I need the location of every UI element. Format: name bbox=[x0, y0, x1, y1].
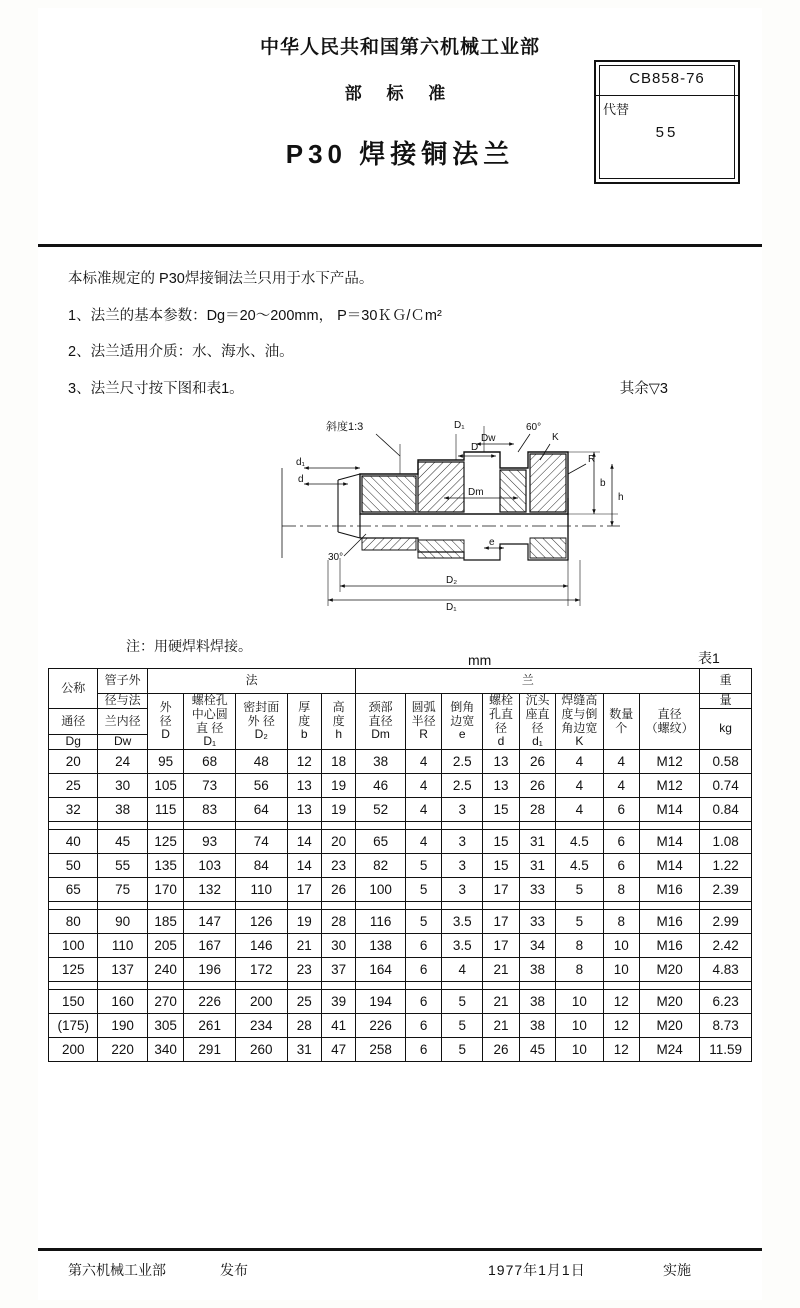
table-cell-0: 25 bbox=[49, 774, 98, 798]
table-cell-2: 185 bbox=[147, 910, 184, 934]
table-cell-9: 2.5 bbox=[442, 750, 483, 774]
svg-text:D₁: D₁ bbox=[446, 602, 457, 613]
table-cell-8: 6 bbox=[405, 990, 442, 1014]
table-cell-12: 10 bbox=[556, 1038, 603, 1062]
table-cell-4: 48 bbox=[235, 750, 287, 774]
table-cell-14: M16 bbox=[640, 878, 700, 902]
col-b: 厚 度 b bbox=[287, 694, 321, 750]
table-cell-11: 31 bbox=[519, 854, 556, 878]
table-cell-10: 15 bbox=[483, 854, 520, 878]
table-cell-6: 37 bbox=[321, 958, 355, 982]
table-cell-8: 6 bbox=[405, 1038, 442, 1062]
table-cell-7: 46 bbox=[356, 774, 405, 798]
table-cell-4: 126 bbox=[235, 910, 287, 934]
group-weight-2: 量 bbox=[700, 694, 752, 709]
table-cell-1: 160 bbox=[98, 990, 147, 1014]
table-cell-11: 33 bbox=[519, 910, 556, 934]
svg-text:斜度1:3: 斜度1:3 bbox=[326, 421, 364, 433]
table-cell-13: 10 bbox=[603, 958, 640, 982]
col-dg-top: 公称 bbox=[49, 669, 98, 709]
table-cell-0: 50 bbox=[49, 854, 98, 878]
table-cell-4: 110 bbox=[235, 878, 287, 902]
col-D2: 密封面 外 径 D₂ bbox=[235, 694, 287, 750]
table-cell-11: 38 bbox=[519, 1014, 556, 1038]
table-row bbox=[49, 774, 752, 798]
table-cell-6: 30 bbox=[321, 934, 355, 958]
body-text bbox=[68, 270, 728, 416]
col-dg-l2: 通径 bbox=[49, 708, 98, 735]
table-cell-11: 26 bbox=[519, 774, 556, 798]
table-cell-9: 4 bbox=[442, 958, 483, 982]
svg-text:K: K bbox=[552, 432, 559, 443]
table-row bbox=[49, 934, 752, 958]
table-cell-12: 5 bbox=[556, 878, 603, 902]
table-cell-0: 40 bbox=[49, 830, 98, 854]
table-cell-0: 125 bbox=[49, 958, 98, 982]
table-cell-10: 17 bbox=[483, 878, 520, 902]
table-cell-7: 100 bbox=[356, 878, 405, 902]
table-cell-5: 31 bbox=[287, 1038, 321, 1062]
table-cell-7: 52 bbox=[356, 798, 405, 822]
table-cell-9: 3 bbox=[442, 830, 483, 854]
table-cell-10: 21 bbox=[483, 990, 520, 1014]
svg-text:Dw: Dw bbox=[481, 433, 496, 444]
table-cell-0: 20 bbox=[49, 750, 98, 774]
table-cell-1: 90 bbox=[98, 910, 147, 934]
table-cell-5: 25 bbox=[287, 990, 321, 1014]
table-cell-11: 38 bbox=[519, 990, 556, 1014]
footer-effect-label: 实施 bbox=[663, 1262, 691, 1278]
table-cell-5: 13 bbox=[287, 798, 321, 822]
table-cell-4: 234 bbox=[235, 1014, 287, 1038]
dimensions-table bbox=[48, 668, 752, 1062]
table-group-spacer bbox=[49, 902, 752, 910]
svg-text:d₁: d₁ bbox=[296, 457, 305, 468]
table-cell-1: 38 bbox=[98, 798, 147, 822]
table-cell-12: 5 bbox=[556, 910, 603, 934]
table-cell-13: 4 bbox=[603, 774, 640, 798]
table-cell-15: 4.83 bbox=[700, 958, 752, 982]
table-cell-11: 34 bbox=[519, 934, 556, 958]
table-cell-8: 5 bbox=[405, 854, 442, 878]
table-cell-4: 84 bbox=[235, 854, 287, 878]
table-cell-9: 3 bbox=[442, 854, 483, 878]
col-e: 倒角 边宽 e bbox=[442, 694, 483, 750]
table-cell-2: 135 bbox=[147, 854, 184, 878]
table-cell-5: 12 bbox=[287, 750, 321, 774]
table-cell-2: 340 bbox=[147, 1038, 184, 1062]
svg-text:e: e bbox=[489, 537, 495, 548]
medium-line: 2、法兰适用介质：水、海水、油。 bbox=[68, 344, 294, 361]
table-cell-5: 13 bbox=[287, 774, 321, 798]
table-cell-9: 5 bbox=[442, 1038, 483, 1062]
footer-date: 1977年1月1日 bbox=[488, 1262, 586, 1278]
table-cell-7: 38 bbox=[356, 750, 405, 774]
table-cell-14: M14 bbox=[640, 798, 700, 822]
table-cell-15: 1.08 bbox=[700, 830, 752, 854]
table-cell-8: 6 bbox=[405, 958, 442, 982]
table-cell-11: 38 bbox=[519, 958, 556, 982]
col-dg-sym: Dg bbox=[49, 735, 98, 750]
footer-issue-label: 发布 bbox=[220, 1262, 248, 1278]
table-cell-13: 12 bbox=[603, 1014, 640, 1038]
table-cell-12: 4.5 bbox=[556, 854, 603, 878]
standard-code: CB858-76 bbox=[629, 70, 705, 87]
col-count: 数量 个 bbox=[603, 694, 640, 750]
table-cell-9: 3 bbox=[442, 878, 483, 902]
table-cell-4: 260 bbox=[235, 1038, 287, 1062]
table-cell-2: 205 bbox=[147, 934, 184, 958]
issuing-organization: 中华人民共和国第六机械工业部 bbox=[259, 37, 540, 58]
col-Dm: 颈部 直径 Dm bbox=[356, 694, 405, 750]
table-cell-8: 4 bbox=[405, 830, 442, 854]
table-cell-11: 31 bbox=[519, 830, 556, 854]
table-cell-5: 23 bbox=[287, 958, 321, 982]
table-cell-0: 150 bbox=[49, 990, 98, 1014]
table-cell-8: 4 bbox=[405, 798, 442, 822]
table-cell-4: 64 bbox=[235, 798, 287, 822]
col-h: 高 度 h bbox=[321, 694, 355, 750]
table-row bbox=[49, 750, 752, 774]
group-flange-left: 法 bbox=[147, 669, 356, 694]
table-cell-10: 21 bbox=[483, 1014, 520, 1038]
table-cell-0: 80 bbox=[49, 910, 98, 934]
table-cell-13: 6 bbox=[603, 830, 640, 854]
table-body bbox=[49, 750, 752, 1062]
table-row bbox=[49, 830, 752, 854]
col-dw-sym: Dw bbox=[98, 735, 147, 750]
table-cell-1: 75 bbox=[98, 878, 147, 902]
table-cell-5: 21 bbox=[287, 934, 321, 958]
table-cell-5: 14 bbox=[287, 830, 321, 854]
svg-text:R: R bbox=[588, 454, 596, 465]
table-cell-1: 24 bbox=[98, 750, 147, 774]
table-row bbox=[49, 1014, 752, 1038]
table-cell-1: 45 bbox=[98, 830, 147, 854]
table-cell-3: 226 bbox=[184, 990, 236, 1014]
table-cell-7: 82 bbox=[356, 854, 405, 878]
table-cell-7: 116 bbox=[356, 910, 405, 934]
table-cell-3: 132 bbox=[184, 878, 236, 902]
table-cell-14: M24 bbox=[640, 1038, 700, 1062]
table-cell-3: 147 bbox=[184, 910, 236, 934]
table-cell-15: 1.22 bbox=[700, 854, 752, 878]
svg-text:30°: 30° bbox=[328, 552, 344, 563]
replaces-value: 55 bbox=[655, 124, 679, 141]
table-cell-6: 28 bbox=[321, 910, 355, 934]
table-cell-8: 6 bbox=[405, 1014, 442, 1038]
table-cell-2: 170 bbox=[147, 878, 184, 902]
table-cell-13: 6 bbox=[603, 798, 640, 822]
table-cell-6: 39 bbox=[321, 990, 355, 1014]
table-row bbox=[49, 1038, 752, 1062]
scope-line: 本标准规定的 P30焊接铜法兰只用于水下产品。 bbox=[68, 271, 374, 287]
unit-label: mm bbox=[468, 652, 492, 668]
table-cell-3: 291 bbox=[184, 1038, 236, 1062]
table-cell-3: 167 bbox=[184, 934, 236, 958]
table-cell-2: 115 bbox=[147, 798, 184, 822]
flange-cross-section-figure bbox=[268, 408, 668, 623]
document-sheet bbox=[38, 8, 762, 1300]
table-cell-9: 3.5 bbox=[442, 910, 483, 934]
col-dw-l3: 兰内径 bbox=[98, 708, 147, 735]
table-cell-15: 6.23 bbox=[700, 990, 752, 1014]
table-cell-11: 26 bbox=[519, 750, 556, 774]
standard-code-box bbox=[594, 60, 740, 184]
table-cell-7: 164 bbox=[356, 958, 405, 982]
table-cell-11: 33 bbox=[519, 878, 556, 902]
table-cell-14: M14 bbox=[640, 830, 700, 854]
table-cell-6: 26 bbox=[321, 878, 355, 902]
table-cell-3: 103 bbox=[184, 854, 236, 878]
table-cell-10: 13 bbox=[483, 750, 520, 774]
table-cell-4: 146 bbox=[235, 934, 287, 958]
group-weight-1: 重 bbox=[700, 669, 752, 694]
table-cell-13: 4 bbox=[603, 750, 640, 774]
table-cell-12: 4 bbox=[556, 750, 603, 774]
table-cell-12: 4 bbox=[556, 774, 603, 798]
table-cell-3: 68 bbox=[184, 750, 236, 774]
table-row bbox=[49, 798, 752, 822]
table-cell-14: M12 bbox=[640, 774, 700, 798]
table-cell-15: 2.42 bbox=[700, 934, 752, 958]
table-cell-4: 74 bbox=[235, 830, 287, 854]
table-cell-13: 6 bbox=[603, 854, 640, 878]
table-cell-6: 47 bbox=[321, 1038, 355, 1062]
svg-text:60°: 60° bbox=[526, 422, 542, 433]
table-cell-9: 3.5 bbox=[442, 934, 483, 958]
table-row bbox=[49, 958, 752, 982]
col-D1: 螺栓孔 中心圆 直 径 D₁ bbox=[184, 694, 236, 750]
svg-text:D₂: D₂ bbox=[446, 575, 458, 586]
table-cell-6: 41 bbox=[321, 1014, 355, 1038]
svg-text:b: b bbox=[600, 478, 606, 489]
table-cell-4: 200 bbox=[235, 990, 287, 1014]
table-cell-1: 137 bbox=[98, 958, 147, 982]
table-number-label: 表1 bbox=[698, 650, 720, 666]
table-cell-0: (175) bbox=[49, 1014, 98, 1038]
table-cell-13: 8 bbox=[603, 910, 640, 934]
table-cell-0: 200 bbox=[49, 1038, 98, 1062]
table-cell-10: 15 bbox=[483, 798, 520, 822]
table-cell-2: 305 bbox=[147, 1014, 184, 1038]
dimensions-table-wrap bbox=[48, 668, 752, 1062]
table-cell-6: 20 bbox=[321, 830, 355, 854]
table-cell-14: M16 bbox=[640, 910, 700, 934]
table-cell-1: 190 bbox=[98, 1014, 147, 1038]
table-cell-15: 11.59 bbox=[700, 1038, 752, 1062]
table-cell-12: 4.5 bbox=[556, 830, 603, 854]
table-cell-3: 83 bbox=[184, 798, 236, 822]
table-cell-7: 65 bbox=[356, 830, 405, 854]
table-cell-2: 270 bbox=[147, 990, 184, 1014]
table-cell-12: 10 bbox=[556, 1014, 603, 1038]
table-cell-1: 110 bbox=[98, 934, 147, 958]
table-cell-1: 30 bbox=[98, 774, 147, 798]
table-cell-2: 125 bbox=[147, 830, 184, 854]
table-cell-0: 100 bbox=[49, 934, 98, 958]
table-cell-2: 95 bbox=[147, 750, 184, 774]
table-cell-7: 194 bbox=[356, 990, 405, 1014]
table-cell-3: 93 bbox=[184, 830, 236, 854]
col-K: 焊缝高 度与倒 角边宽 K bbox=[556, 694, 603, 750]
table-cell-8: 6 bbox=[405, 934, 442, 958]
table-cell-3: 261 bbox=[184, 1014, 236, 1038]
table-cell-14: M20 bbox=[640, 958, 700, 982]
table-cell-14: M20 bbox=[640, 990, 700, 1014]
table-cell-6: 19 bbox=[321, 774, 355, 798]
table-cell-3: 196 bbox=[184, 958, 236, 982]
table-cell-6: 23 bbox=[321, 854, 355, 878]
table-cell-6: 19 bbox=[321, 798, 355, 822]
code-divider bbox=[596, 95, 738, 96]
surface-finish-note: 其余▽3 bbox=[619, 380, 668, 397]
table-cell-13: 12 bbox=[603, 990, 640, 1014]
table-cell-5: 17 bbox=[287, 878, 321, 902]
table-cell-7: 138 bbox=[356, 934, 405, 958]
table-row bbox=[49, 854, 752, 878]
table-cell-2: 240 bbox=[147, 958, 184, 982]
table-cell-0: 65 bbox=[49, 878, 98, 902]
table-cell-8: 5 bbox=[405, 910, 442, 934]
param-line: 1、法兰的基本参数：Dg＝20～200mm， P＝30ＫＧ/Ｃm² bbox=[68, 307, 442, 324]
table-cell-9: 5 bbox=[442, 990, 483, 1014]
col-kg: kg bbox=[700, 708, 752, 749]
table-cell-10: 17 bbox=[483, 910, 520, 934]
table-cell-12: 8 bbox=[556, 958, 603, 982]
table-cell-14: M16 bbox=[640, 934, 700, 958]
table-cell-8: 4 bbox=[405, 774, 442, 798]
footer-issuer: 第六机械工业部 bbox=[68, 1262, 166, 1278]
svg-text:Dm: Dm bbox=[468, 487, 484, 498]
table-group-spacer bbox=[49, 822, 752, 830]
col-R: 圆弧 半径 R bbox=[405, 694, 442, 750]
table-cell-13: 12 bbox=[603, 1038, 640, 1062]
replaces-label: 代替 bbox=[603, 102, 630, 117]
col-d1: 沉头 座直 径 d₁ bbox=[519, 694, 556, 750]
table-cell-15: 2.39 bbox=[700, 878, 752, 902]
table-cell-15: 0.58 bbox=[700, 750, 752, 774]
svg-text:D: D bbox=[471, 442, 479, 453]
table-cell-14: M14 bbox=[640, 854, 700, 878]
table-cell-13: 8 bbox=[603, 878, 640, 902]
table-cell-11: 45 bbox=[519, 1038, 556, 1062]
table-cell-15: 8.73 bbox=[700, 1014, 752, 1038]
table-cell-1: 220 bbox=[98, 1038, 147, 1062]
col-thread: 直径 （螺纹） bbox=[640, 694, 700, 750]
table-cell-12: 4 bbox=[556, 798, 603, 822]
table-cell-5: 14 bbox=[287, 854, 321, 878]
table-cell-10: 17 bbox=[483, 934, 520, 958]
svg-text:D₁: D₁ bbox=[454, 420, 465, 431]
table-cell-9: 2.5 bbox=[442, 774, 483, 798]
table-group-spacer bbox=[49, 982, 752, 990]
table-cell-5: 28 bbox=[287, 1014, 321, 1038]
col-dw-top: 管子外 bbox=[98, 669, 147, 694]
table-cell-0: 32 bbox=[49, 798, 98, 822]
table-cell-1: 55 bbox=[98, 854, 147, 878]
weld-note: 注：用硬焊料焊接。 bbox=[126, 638, 252, 654]
group-flange-right: 兰 bbox=[356, 669, 700, 694]
table-cell-6: 18 bbox=[321, 750, 355, 774]
table-cell-13: 10 bbox=[603, 934, 640, 958]
footer-rule bbox=[38, 1248, 762, 1251]
table-cell-2: 105 bbox=[147, 774, 184, 798]
table-cell-15: 0.84 bbox=[700, 798, 752, 822]
table-cell-10: 21 bbox=[483, 958, 520, 982]
table-cell-10: 26 bbox=[483, 1038, 520, 1062]
table-cell-14: M20 bbox=[640, 1014, 700, 1038]
table-cell-11: 28 bbox=[519, 798, 556, 822]
table-cell-12: 10 bbox=[556, 990, 603, 1014]
table-cell-15: 0.74 bbox=[700, 774, 752, 798]
table-cell-14: M12 bbox=[640, 750, 700, 774]
svg-text:d: d bbox=[298, 474, 304, 485]
page-title: P30 焊接铜法兰 bbox=[285, 139, 515, 169]
table-cell-7: 258 bbox=[356, 1038, 405, 1062]
col-d: 螺栓 孔直 径 d bbox=[483, 694, 520, 750]
table-cell-5: 19 bbox=[287, 910, 321, 934]
svg-text:h: h bbox=[618, 492, 624, 503]
table-cell-4: 56 bbox=[235, 774, 287, 798]
table-cell-8: 4 bbox=[405, 750, 442, 774]
table-cell-4: 172 bbox=[235, 958, 287, 982]
table-cell-10: 13 bbox=[483, 774, 520, 798]
col-dw-l2: 径与法 bbox=[98, 694, 147, 709]
standard-kind: 部 标 准 bbox=[344, 84, 456, 103]
table-cell-9: 5 bbox=[442, 1014, 483, 1038]
header-rule bbox=[38, 244, 762, 247]
table-cell-8: 5 bbox=[405, 878, 442, 902]
table-cell-7: 226 bbox=[356, 1014, 405, 1038]
table-row bbox=[49, 878, 752, 902]
table-cell-10: 15 bbox=[483, 830, 520, 854]
table-row bbox=[49, 910, 752, 934]
col-D: 外 径 D bbox=[147, 694, 184, 750]
dimension-line: 3、法兰尺寸按下图和表1。 bbox=[68, 380, 244, 397]
table-cell-9: 3 bbox=[442, 798, 483, 822]
table-cell-12: 8 bbox=[556, 934, 603, 958]
table-cell-3: 73 bbox=[184, 774, 236, 798]
table-row bbox=[49, 990, 752, 1014]
table-cell-15: 2.99 bbox=[700, 910, 752, 934]
